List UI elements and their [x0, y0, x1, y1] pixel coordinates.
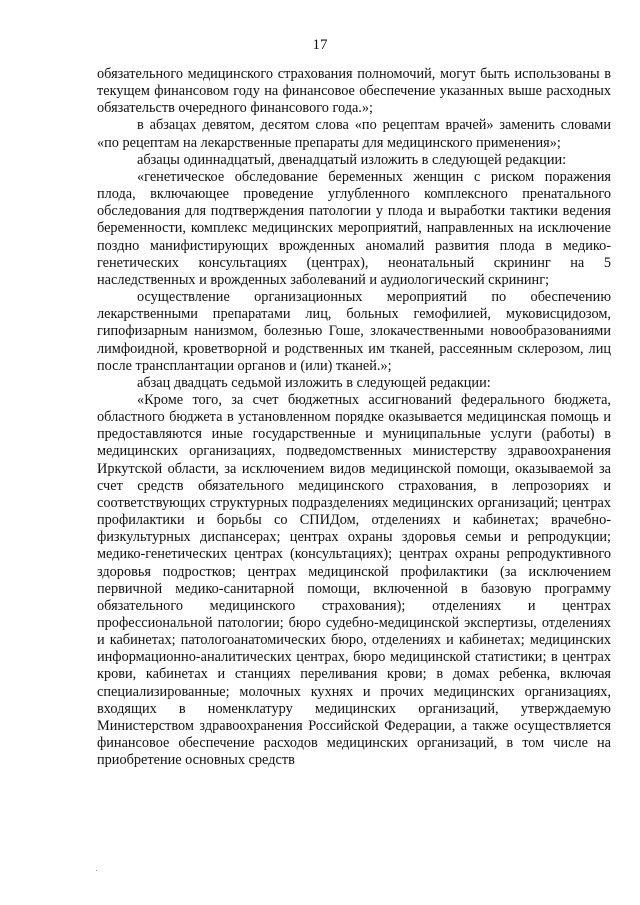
paragraph-7: «Кроме того, за счет бюджетных ассигнований федерального бюджета, областного бюджета в установленном порядке оказывается медицинская помощь и предоставляются иные государственные и муниципальные услуги (работы) в медицинских организациях, подведомственных министерству здравоохранения Иркутской области, за исключением видов медицинской помощи, оказываемой за счет средств обязательного медицинского страхования, в лепрозориях и соответствующих структурных подразделениях медицинских организаций; центрах профилактики и борьбы со СПИДом, отделениях и кабинетах; врачебно-физкультурных диспансерах; центрах охраны здоровья семьи и репродукции; медико-генетических центрах (консультациях); центрах охраны репродуктивного здоровья подростков; центрах медицинской профилактики (за исключением первичной медико-санитарной помощи, включенной в базовую программу обязательного медицинского страхования); отделениях и центрах профессиональной патологии; бюро судебно-медицинской экспертизы, отделениях и кабинетах; патологоанатомических бюро, отделениях и кабинетах; медицинских информационно-аналитических центрах, бюро медицинской статистики; в центрах крови, кабинетах и станциях переливания крови; в домах ребенка, включая специализированные; молочных кухнях и прочих медицинских организациях, входящих в номенклатуру медицинских организаций, утверждаемую Министерством здравоохранения Российской Федерации, а также осуществляется финансовое обеспечение расходов медицинских организаций, в том числе на приобретение основных средств [97, 391, 611, 769]
paragraph-4: «генетическое обследование беременных женщин с риском поражения плода, включающее проведение углубленного комплексного пренатального обследования для подтверждения патологии у плода и выработки тактики ведения беременности, комплекс медицинских мероприятий, направленных на исключение поздно манифистирующих врожденных аномалий развития плода в медико-генетических консультациях (центрах), неонатальный скрининг на 5 наследственных и врожденных заболеваний и аудиологический скрининг; [97, 168, 611, 288]
document-body [97, 66, 611, 769]
paragraph-6: абзац двадцать седьмой изложить в следующей редакции: [137, 374, 491, 391]
scan-dot [96, 870, 97, 871]
paragraph-1: обязательного медицинского страхования полномочий, могут быть использованы в текущем финансовом году на финансовое обеспечение указанных выше расходных обязательств очередного финансового года.»; [97, 66, 611, 117]
paragraph-5: осуществление организационных мероприятий по обеспечению лекарственными препаратами лиц, больных гемофилией, муковисцидозом, гипофизарным нанизмом, болезнью Гоше, злокачественными новообразованиями лимфоидной, кроветворной и родственных им тканей, рассеянным склерозом, лиц после трансплантации органов и (или) тканей.»; [97, 289, 611, 374]
page-number: 17 [312, 37, 328, 53]
paragraph-3: абзацы одиннадцатый, двенадцатый изложить в следующей редакции: [137, 151, 567, 168]
paragraph-2: в абзацах девятом, десятом слова «по рецептам врачей» заменить словами «по рецептам на лекарственные препараты для медицинского применения»; [97, 117, 611, 151]
